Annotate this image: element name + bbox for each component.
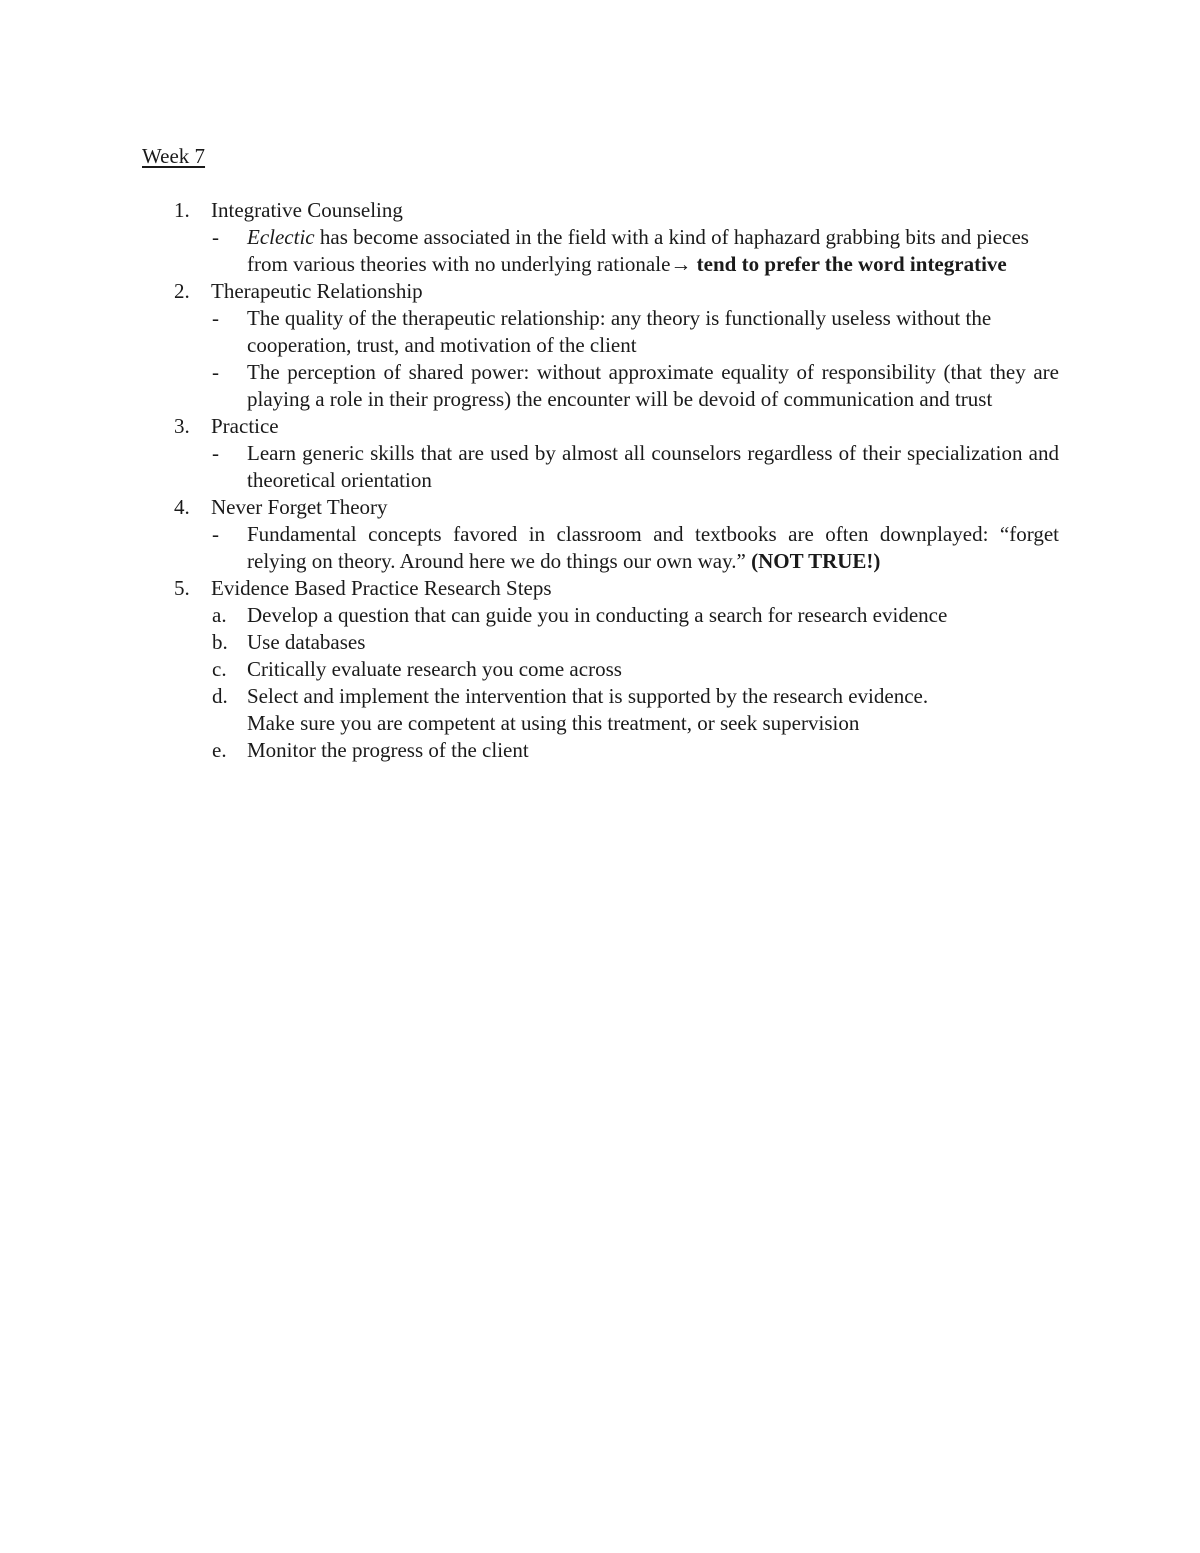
step-text-line: Make sure you are competent at using this treatment, or seek supervision bbox=[247, 711, 860, 735]
sub-item-text: The quality of the therapeutic relationship: any theory is functionally useless without the cooperation, trust, and motivation of the client bbox=[247, 306, 992, 357]
item-title: Integrative Counseling bbox=[211, 198, 403, 222]
emphasis-text: tend to prefer the word integrative bbox=[691, 252, 1007, 276]
step-item bbox=[0, 602, 1200, 629]
step-text: Monitor the progress of the client bbox=[247, 738, 529, 762]
sub-item bbox=[0, 359, 1200, 413]
sub-item bbox=[0, 440, 1200, 494]
step-item bbox=[0, 683, 1200, 737]
sub-item bbox=[0, 305, 1200, 359]
item-number: 4. bbox=[174, 495, 190, 519]
step-item bbox=[0, 737, 1200, 764]
dash-marker: - bbox=[212, 360, 219, 384]
item-title: Practice bbox=[211, 414, 279, 438]
step-text-line: Select and implement the intervention that is supported by the research evidence. bbox=[247, 684, 929, 708]
letter-marker: b. bbox=[212, 630, 228, 654]
list-item-practice bbox=[0, 413, 1200, 440]
list-item-never-forget-theory bbox=[0, 494, 1200, 521]
item-number: 5. bbox=[174, 576, 190, 600]
page-title: Week 7 bbox=[142, 144, 206, 168]
arrow-icon: → bbox=[670, 252, 692, 276]
item-number: 2. bbox=[174, 279, 190, 303]
step-text: Develop a question that can guide you in conducting a search for research evidence bbox=[247, 603, 948, 627]
step-text: Critically evaluate research you come across bbox=[247, 657, 622, 681]
sub-item-text: Learn generic skills that are used by almost all counselors regardless of their specialization and theoretical orientation bbox=[247, 441, 1059, 492]
sub-item-body: Fundamental concepts favored in classroom and textbooks are often downplayed: “forget relying on theory. Around here we do things our own way.” bbox=[247, 522, 1059, 573]
letter-marker: c. bbox=[212, 657, 227, 681]
sub-item-text: The perception of shared power: without approximate equality of responsibility (that they are playing a role in their progress) the encounter will be devoid of communication and trust bbox=[247, 360, 1059, 411]
letter-marker: a. bbox=[212, 603, 227, 627]
sub-item bbox=[0, 521, 1200, 575]
sub-item-body: has become associated in the field with a kind of haphazard grabbing bits and pieces from various theories with no underlying rationale bbox=[247, 225, 1029, 276]
item-number: 3. bbox=[174, 414, 190, 438]
list-item-evidence-based-practice bbox=[0, 575, 1200, 602]
step-item bbox=[0, 629, 1200, 656]
letter-marker: d. bbox=[212, 684, 228, 708]
sub-item-text bbox=[247, 224, 1059, 278]
item-title: Evidence Based Practice Research Steps bbox=[211, 576, 552, 600]
step-item bbox=[0, 656, 1200, 683]
italic-term: Eclectic bbox=[247, 225, 315, 249]
list-item-therapeutic-relationship bbox=[0, 278, 1200, 305]
letter-marker: e. bbox=[212, 738, 227, 762]
dash-marker: - bbox=[212, 225, 219, 249]
dash-marker: - bbox=[212, 306, 219, 330]
list-item-integrative-counseling bbox=[0, 197, 1200, 224]
emphasis-text: (NOT TRUE!) bbox=[745, 549, 881, 573]
step-text: Use databases bbox=[247, 630, 366, 654]
item-title: Never Forget Theory bbox=[211, 495, 388, 519]
sub-item bbox=[0, 224, 1200, 278]
sub-item-text bbox=[247, 521, 1059, 575]
step-text bbox=[247, 683, 1059, 737]
dash-marker: - bbox=[212, 441, 219, 465]
item-number: 1. bbox=[174, 198, 190, 222]
outline-list bbox=[0, 197, 1200, 764]
dash-marker: - bbox=[212, 522, 219, 546]
item-title: Therapeutic Relationship bbox=[211, 279, 423, 303]
